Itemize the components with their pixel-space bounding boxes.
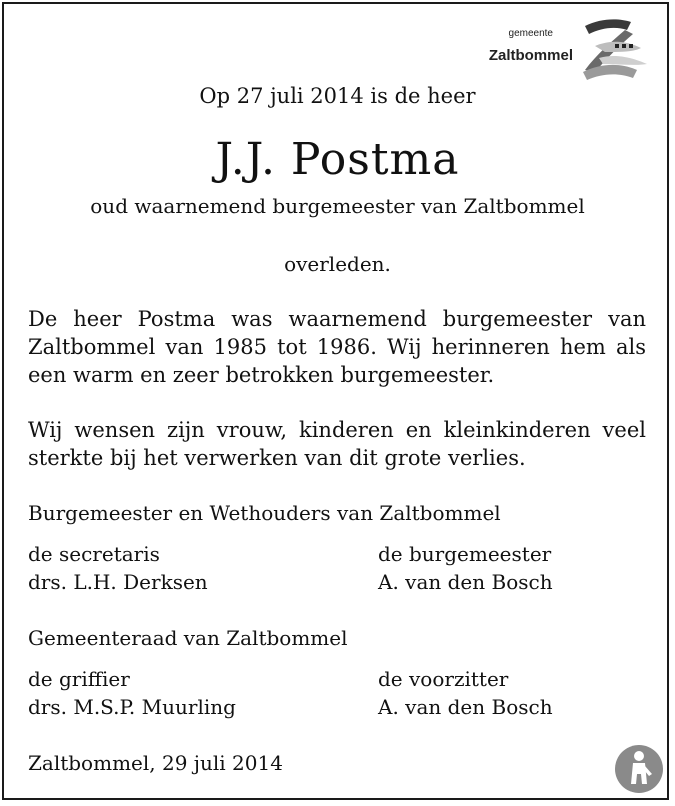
council-clerk-title: de griffier (28, 667, 130, 691)
logo-small-text: gemeente (508, 28, 553, 39)
zaltbommel-z-icon (575, 16, 653, 82)
mourning-figure-icon (614, 744, 664, 794)
council-chair-name: A. van den Bosch (378, 695, 553, 719)
council-clerk-name: drs. M.S.P. Muurling (28, 695, 236, 719)
college-mayor-name: A. van den Bosch (378, 570, 553, 594)
council-heading: Gemeenteraad van Zaltbommel (28, 626, 348, 650)
place-and-date: Zaltbommel, 29 juli 2014 (28, 751, 283, 775)
logo-town-name: Zaltbommel (488, 47, 573, 64)
college-heading: Burgemeester en Wethouders van Zaltbommel (28, 501, 501, 525)
college-secretary-title: de secretaris (28, 542, 160, 566)
college-secretary-name: drs. L.H. Derksen (28, 570, 208, 594)
municipality-logo (488, 14, 653, 84)
tribute-paragraph: De heer Postma was waarnemend burgemeester van Zaltbommel van 1985 tot 1986. Wij herinneren hem als een warm en zeer betrokken burgemeester. (28, 307, 646, 387)
condolence-paragraph: Wij wensen zijn vrouw, kinderen en kleinkinderen veel sterkte bij het verwerken van dit grote verlies. (28, 418, 646, 470)
passed-away-text: overleden. (284, 252, 391, 276)
college-mayor-title: de burgemeester (378, 542, 552, 566)
council-chair-title: de voorzitter (378, 667, 509, 691)
deceased-name: J.J. Postma (215, 134, 460, 185)
intro-text: Op 27 juli 2014 is de heer (199, 84, 476, 108)
deceased-role: oud waarnemend burgemeester van Zaltbommel (90, 194, 585, 218)
